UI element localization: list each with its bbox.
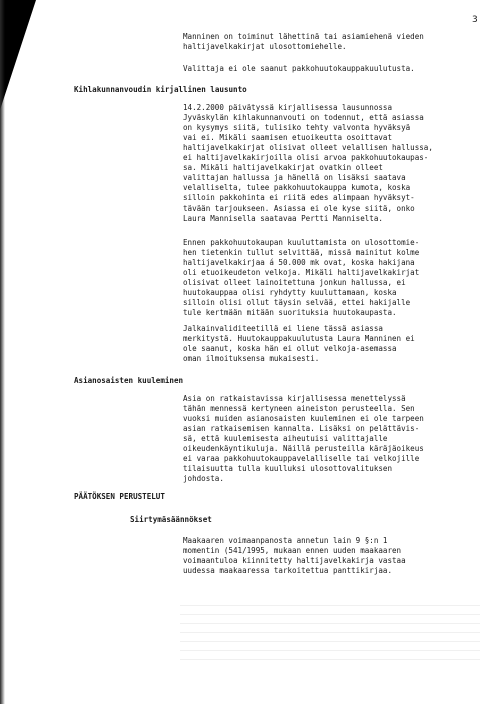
paragraph-line-resolved: oikeudenkäyntikuluja. Näillä perusteilla käräjäoikeus [183, 444, 424, 454]
paragraph-line-resolved: tilaisuutta tulla kuulluksi ulosottovalituksen [183, 464, 393, 474]
scan-edge-shadow [0, 0, 36, 110]
paragraph-line-resolved: vuoksi muiden asianosaisten kuuleminen ei ole tarpeen [183, 414, 424, 424]
paragraph-line-statement: sa. Mikäli haltijavelkakirjat ovatkin olleet [183, 163, 383, 173]
paragraph-line-intro: Manninen on toiminut lähettinä tai asiamiehenä vieden [183, 32, 424, 41]
paragraph-line-before: olisivat olleet lainoitettuna jonkun hallussa, ei [183, 278, 406, 288]
paragraph-line-statement: haltijavelkakirjat olisivat olleet velallisen hallussa, [183, 143, 433, 153]
section-heading-paatos: PÄÄTÖKSEN PERUSTELUT [74, 492, 165, 501]
paragraph-line-statement: velalliselta, tulee pakkohuutokauppa kumota, koska [183, 183, 411, 193]
paragraph-line-maakaari: momentin (541/1995, mukaan ennen uuden maakaaren [183, 546, 402, 556]
paragraph-line-jalkain: ole saanut, koska hän ei ollut velkoja-asemassa [183, 344, 397, 354]
paragraph-line-before: tule kertmään mitään suorituksia huutokaupasta. [183, 308, 397, 318]
paragraph-line-resolved: tähän mennessä kertyneen aineiston perusteella. Sen [183, 404, 415, 414]
paragraph-line-statement: vai ei. Mikäli saamisen etuoikeutta osoittavat [183, 133, 393, 143]
paragraph-line-before: huutokauppaa olisi ryhdytty kuuluttamaan, koska [183, 288, 397, 298]
paragraph-line-intro: haltijavelkakirjat ulosottomiehelle. [183, 42, 347, 52]
paragraph-line-resolved: sä, että kuulemisesta aiheutuisi valittajalle [183, 434, 388, 444]
paragraph-line-statement: on kysymys siitä, tulisiko tehty valvonta hyväksyä [183, 123, 411, 133]
paragraph-line-before: haltijavelkakirjaa á 50.000 mk ovat, koska hakijana [183, 258, 415, 268]
paragraph-line-statement: 14.2.2000 päivätyssä kirjallisessa lausunnossa [183, 103, 393, 112]
paragraph-line-resolved: Asia on ratkaistavissa kirjallisessa menettelyssä [183, 394, 406, 403]
paragraph-line-maakaari: Maakaaren voimaanpanosta annetun lain 9 §:n 1 [183, 536, 388, 545]
paragraph-line-resolved: asian ratkaisemisen kannalta. Lisäksi on pelättävis- [183, 424, 420, 434]
paragraph-line-statement: tävään tarjoukseen. Asiassa ei ole kyse siitä, onko [183, 203, 415, 213]
paragraph-line-jalkain: oman ilmoituksensa mukaisesti. [183, 354, 320, 364]
section-heading-asianosaisten: Asianosaisten kuuleminen [74, 376, 184, 385]
paragraph-line-statement: valittajan hallussa ja hänellä on lisäksi saatava [183, 173, 406, 183]
paragraph-line-before: hen tietenkin tullut selvittää, missä mainitut kolme [183, 248, 420, 258]
paragraph-line-resolved: ei varaa pakkohuutokauppavelalliselle tai velkojille [183, 454, 420, 464]
section-heading-kihlakunta: Kihlakunnanvoudin kirjallinen lausunto [74, 85, 247, 94]
bleed-through-text [180, 600, 480, 660]
paragraph-line-statement: silloin pakkohinta ei riitä edes alimpaan hyväksyt- [183, 193, 415, 203]
paragraph-line-before: silloin olisi ollut täysin selvää, ettei hakijalle [183, 298, 411, 308]
paragraph-line-statement: Jyväskylän kihlakunnanvouti on todennut, että asiassa [183, 113, 424, 123]
paragraph-line-before: oli etuoikeudeton velkoja. Mikäli haltijavelkakirjat [183, 268, 420, 278]
paragraph-line-statement: ei haltijavelkakirjoilla olisi arvoa pakkohuutokaupas- [183, 153, 429, 163]
scan-left-edge [0, 0, 5, 704]
section-heading-siirtyma: Siirtymäsäännökset [130, 515, 212, 524]
paragraph-line-jalkain: Jalkainvaliditeetillä ei liene tässä asiassa [183, 324, 383, 333]
paragraph-line-resolved: johdosta. [183, 474, 224, 484]
paragraph-line-maakaari: uudessa maakaaressa tarkoitettua panttikirjaa. [183, 566, 393, 576]
paragraph-line-before: Ennen pakkohuutokaupan kuuluttamista on ulosottomie- [183, 238, 420, 247]
paragraph-line-maakaari: voimaantuloa kiinnitetty haltijavelkakirja vastaa [183, 556, 406, 566]
paragraph-line-statement: Laura Mannisella saatavaa Pertti Manniselta. [183, 213, 383, 223]
paragraph-line-valittaja: Valittaja ei ole saanut pakkohuutokauppakuulutusta. [183, 64, 415, 73]
page-number: 3 [472, 15, 478, 25]
paragraph-line-jalkain: merkitystä. Huutokauppakuulutusta Laura Manninen ei [183, 334, 415, 344]
